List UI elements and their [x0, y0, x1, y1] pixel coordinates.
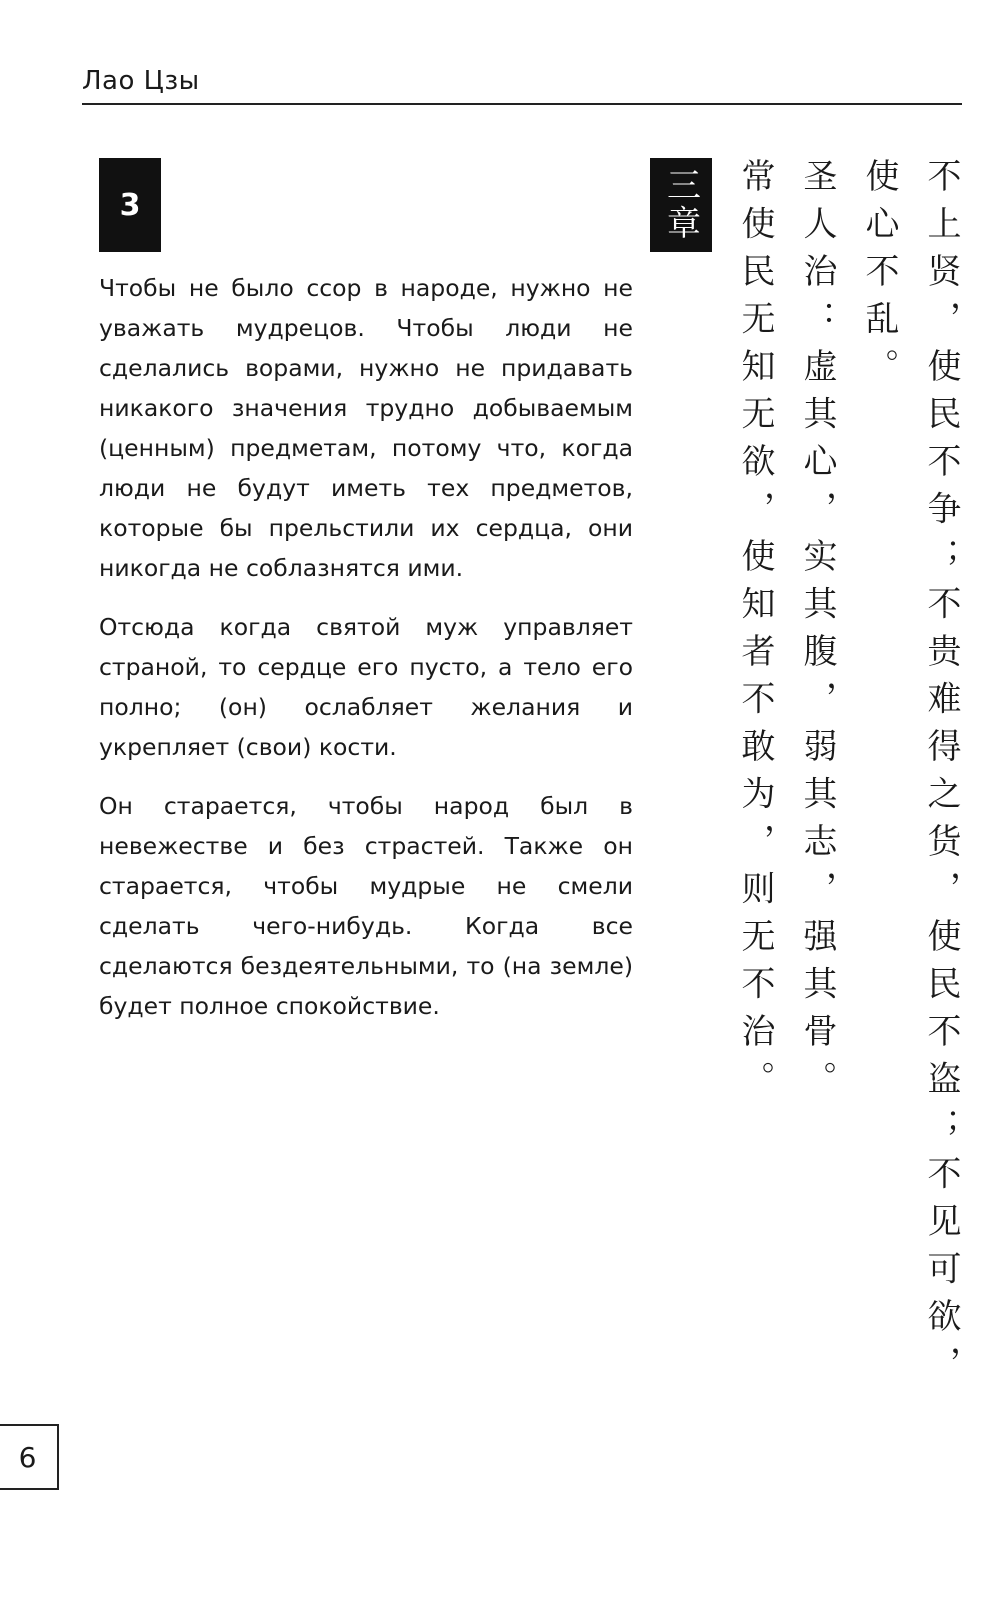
header-rule	[82, 103, 962, 105]
page-number: 6	[0, 1424, 59, 1490]
chinese-original-text	[724, 158, 972, 1418]
ru-paragraph-3: Он старается, чтобы народ был в невежестве и без страстей. Также он старается, чтобы мудрые не смели сделать чего-нибудь. Когда все сделаются бездеятельными, то (на земле) будет полное спокойствие.	[99, 792, 633, 1020]
running-head-title: Лао Цзы	[82, 66, 200, 96]
cn-paragraph-3: 常使民无知无欲，使知者不敢为，则无不治。	[735, 158, 775, 1108]
ru-paragraph-1: Чтобы не было ссор в народе, нужно не уважать мудрецов. Чтобы люди не сделались ворами, нужно не придавать никакого значения трудно добываемым (ценным) предметам, потому что, когда люди не будут иметь тех предметов, которые бы прельстили их сердца, они никогда не соблазнятся ими.	[99, 274, 633, 582]
chinese-chapter-badge: 三章	[650, 158, 712, 252]
ru-paragraph-2: Отсюда когда святой муж управляет страной, то сердце его пусто, а тело его полно; (он) ослабляет желания и укрепляет (свои) кости.	[99, 613, 633, 761]
chapter-number-badge: 3	[99, 158, 161, 252]
russian-translation	[99, 268, 633, 1045]
cn-paragraph-2: 圣人治：虚其心，实其腹，弱其志，强其骨。	[797, 158, 837, 1108]
cn-paragraph-1: 不上贤，使民不争；不贵难得之货，使民不盗；不见可欲，使心不乱。	[859, 158, 961, 1393]
